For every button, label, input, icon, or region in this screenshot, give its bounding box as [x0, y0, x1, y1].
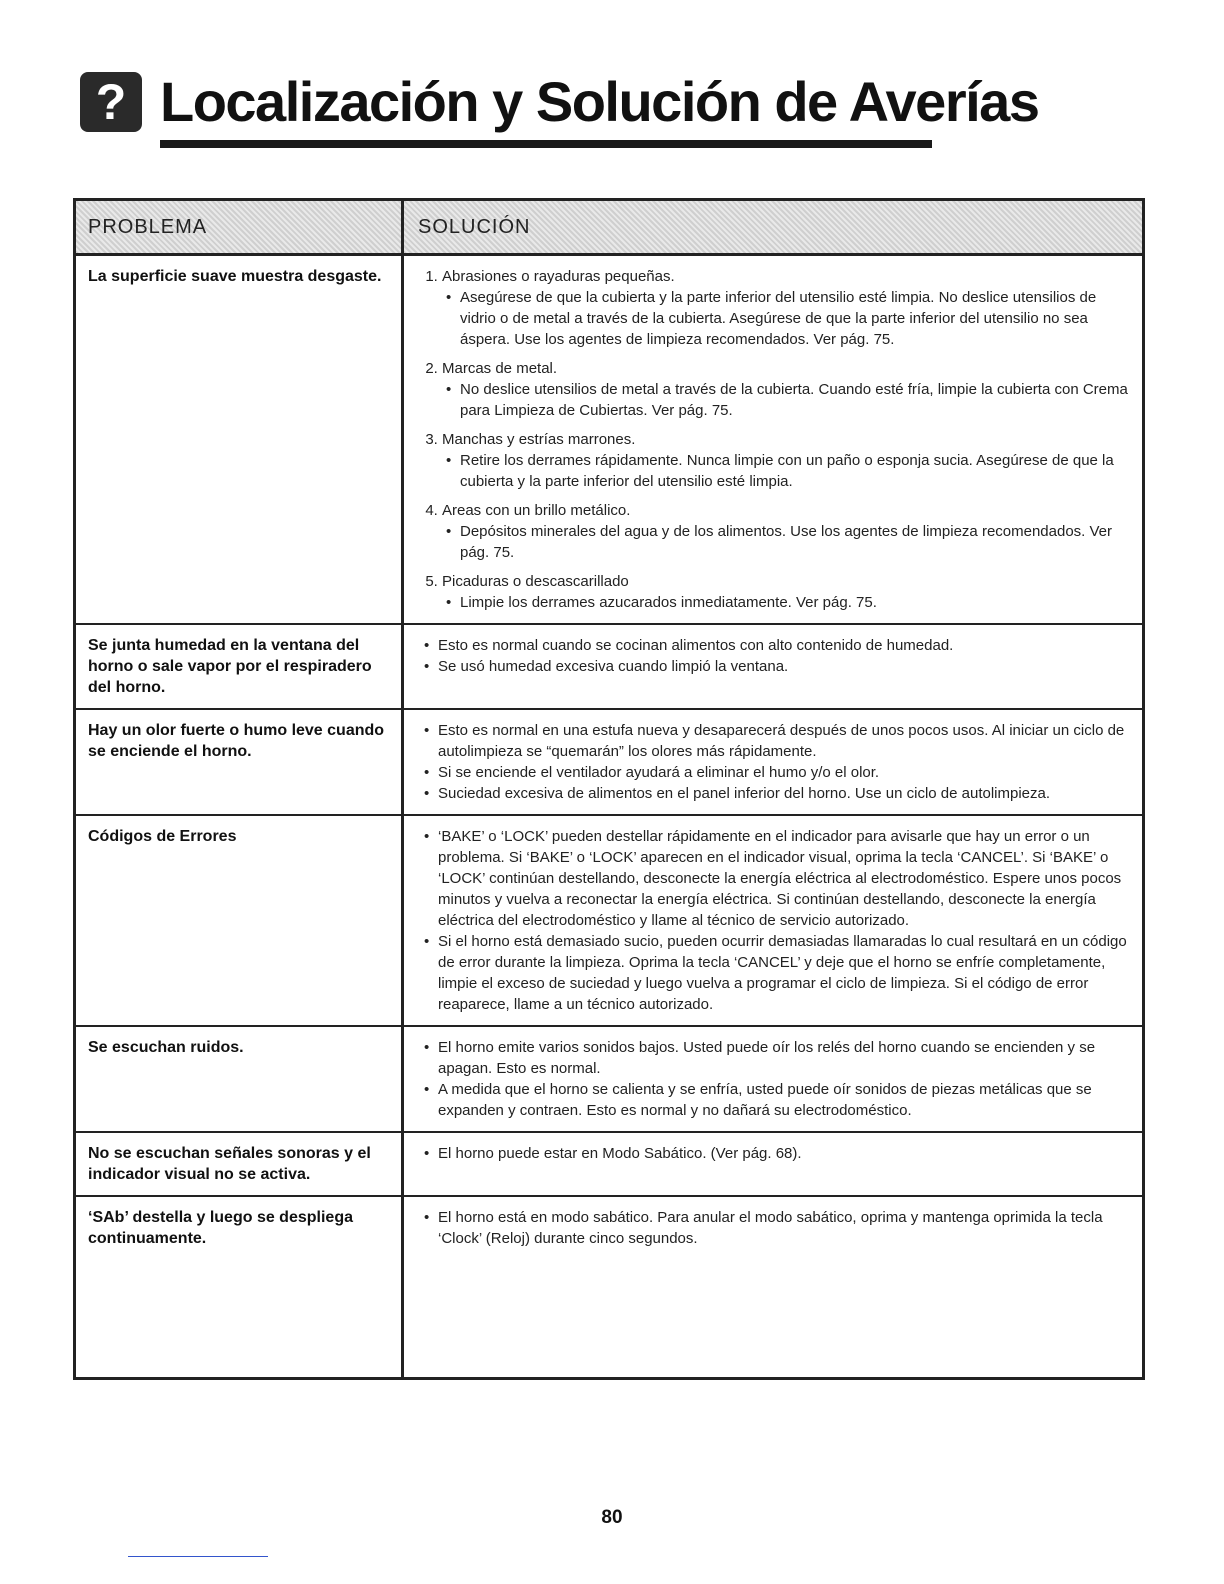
question-mark-icon: ?	[80, 72, 142, 132]
bullet-item: • El horno puede estar en Modo Sabático. (Ver pág. 68).	[438, 1143, 1132, 1164]
bullet-item: • Retire los derrames rápidamente. Nunca limpie con un paño o esponja sucia. Asegúrese de que la cubierta y la parte inferior del utensilio esté limpia.	[460, 450, 1132, 492]
solution-cell	[404, 256, 1142, 623]
list-item	[442, 358, 1132, 421]
page-title: Localización y Solución de Averías	[160, 70, 1039, 133]
troubleshooting-table	[73, 198, 1145, 1380]
problem-cell: No se escuchan señales sonoras y el indicador visual no se activa.	[76, 1133, 404, 1195]
table-row	[76, 256, 1142, 625]
page-header	[80, 68, 1039, 158]
solution-cell	[404, 1197, 1142, 1377]
bullet-item: • Esto es normal cuando se cocinan alimentos con alto contenido de humedad.	[438, 635, 1132, 656]
bullet-item: • Limpie los derrames azucarados inmediatamente. Ver pág. 75.	[460, 592, 1132, 613]
problem-cell: La superficie suave muestra desgaste.	[76, 256, 404, 623]
bullet-item: • Suciedad excesiva de alimentos en el panel inferior del horno. Use un ciclo de autolimpieza.	[438, 783, 1132, 804]
column-header-solution: SOLUCIÓN	[418, 216, 531, 238]
solution-list	[420, 266, 1132, 613]
solution-cell	[404, 710, 1142, 814]
problem-cell: Hay un olor fuerte o humo leve cuando se enciende el horno.	[76, 710, 404, 814]
solution-cell	[404, 625, 1142, 708]
item-title: Abrasiones o rayaduras pequeñas.	[442, 268, 675, 285]
solution-cell	[404, 816, 1142, 1025]
bullet-item: • Asegúrese de que la cubierta y la parte inferior del utensilio esté limpia. No deslice utensilios de vidrio o de metal a través de la cubierta. Asegúrese de que la parte inferior del utensilio no sea áspera. Use los agentes de limpieza recomendados. Ver pág. 75.	[460, 287, 1132, 350]
title-underline	[160, 140, 932, 148]
page-number: 80	[601, 1507, 623, 1528]
bullet-item: • Depósitos minerales del agua y de los alimentos. Use los agentes de limpieza recomendados. Ver pág. 75.	[460, 521, 1132, 563]
table-row	[76, 625, 1142, 710]
solution-cell	[404, 1133, 1142, 1195]
problem-cell: Se junta humedad en la ventana del horno o sale vapor por el respiradero del horno.	[76, 625, 404, 708]
bullet-item: • Si el horno está demasiado sucio, pueden ocurrir demasiadas llamaradas lo cual resultará en un código de error durante la limpieza. Oprima la tecla ‘CANCEL’ y deje que el horno se enfríe completamente, limpie el exceso de suciedad y luego vuelva a programar el ciclo de limpieza. Si el código de error reaparece, llame a un técnico autorizado.	[438, 931, 1132, 1015]
table-row	[76, 816, 1142, 1027]
bullet-item: • Se usó humedad excesiva cuando limpió la ventana.	[438, 656, 1132, 677]
bullet-item: • Si se enciende el ventilador ayudará a eliminar el humo y/o el olor.	[438, 762, 1132, 783]
item-title: Picaduras o descascarillado	[442, 573, 629, 590]
list-item	[442, 500, 1132, 563]
list-item	[442, 429, 1132, 492]
footer-rule	[128, 1556, 268, 1557]
item-title: Areas con un brillo metálico.	[442, 502, 631, 519]
bullet-item: • El horno está en modo sabático. Para anular el modo sabático, oprima y mantenga oprimida la tecla ‘Clock’ (Reloj) durante cinco segundos.	[438, 1207, 1132, 1249]
column-header-problem: PROBLEMA	[76, 201, 404, 253]
table-header	[76, 201, 1142, 256]
table-row	[76, 1133, 1142, 1197]
table-row	[76, 1027, 1142, 1133]
list-item	[442, 571, 1132, 613]
bullet-item: • ‘BAKE’ o ‘LOCK’ pueden destellar rápidamente en el indicador para avisarle que hay un error o un problema. Si ‘BAKE’ o ‘LOCK’ aparecen en el indicador visual, oprima la tecla ‘CANCEL’. Si ‘BAKE’ o ‘LOCK’ continúan destellando, desconecte la energía eléctrica al electrodoméstico. Espere unos pocos minutos y vuelva a reconectar la energía eléctrica. Si continúan destellando, desconecte la energía eléctrica del electrodoméstico y llame al técnico de servicio autorizado.	[438, 826, 1132, 931]
bullet-item: • No deslice utensilios de metal a través de la cubierta. Cuando esté fría, limpie la cubierta con Crema para Limpieza de Cubiertas. Ver pág. 75.	[460, 379, 1132, 421]
bullet-item: • El horno emite varios sonidos bajos. Usted puede oír los relés del horno cuando se encienden y se apagan. Esto es normal.	[438, 1037, 1132, 1079]
bullet-item: • A medida que el horno se calienta y se enfría, usted puede oír sonidos de piezas metálicas que se expanden y contraen. Esto es normal y no dañará su electrodoméstico.	[438, 1079, 1132, 1121]
bullet-item: • Esto es normal en una estufa nueva y desaparecerá después de unos pocos usos. Al iniciar un ciclo de autolimpieza se “quemarán” los olores más rápidamente.	[438, 720, 1132, 762]
problem-cell: ‘SAb’ destella y luego se despliega continuamente.	[76, 1197, 404, 1377]
item-title: Manchas y estrías marrones.	[442, 431, 636, 448]
list-item	[442, 266, 1132, 350]
item-title: Marcas de metal.	[442, 360, 558, 377]
problem-cell: Códigos de Errores	[76, 816, 404, 1025]
table-row	[76, 1197, 1142, 1377]
problem-cell: Se escuchan ruidos.	[76, 1027, 404, 1131]
table-row	[76, 710, 1142, 816]
solution-cell	[404, 1027, 1142, 1131]
